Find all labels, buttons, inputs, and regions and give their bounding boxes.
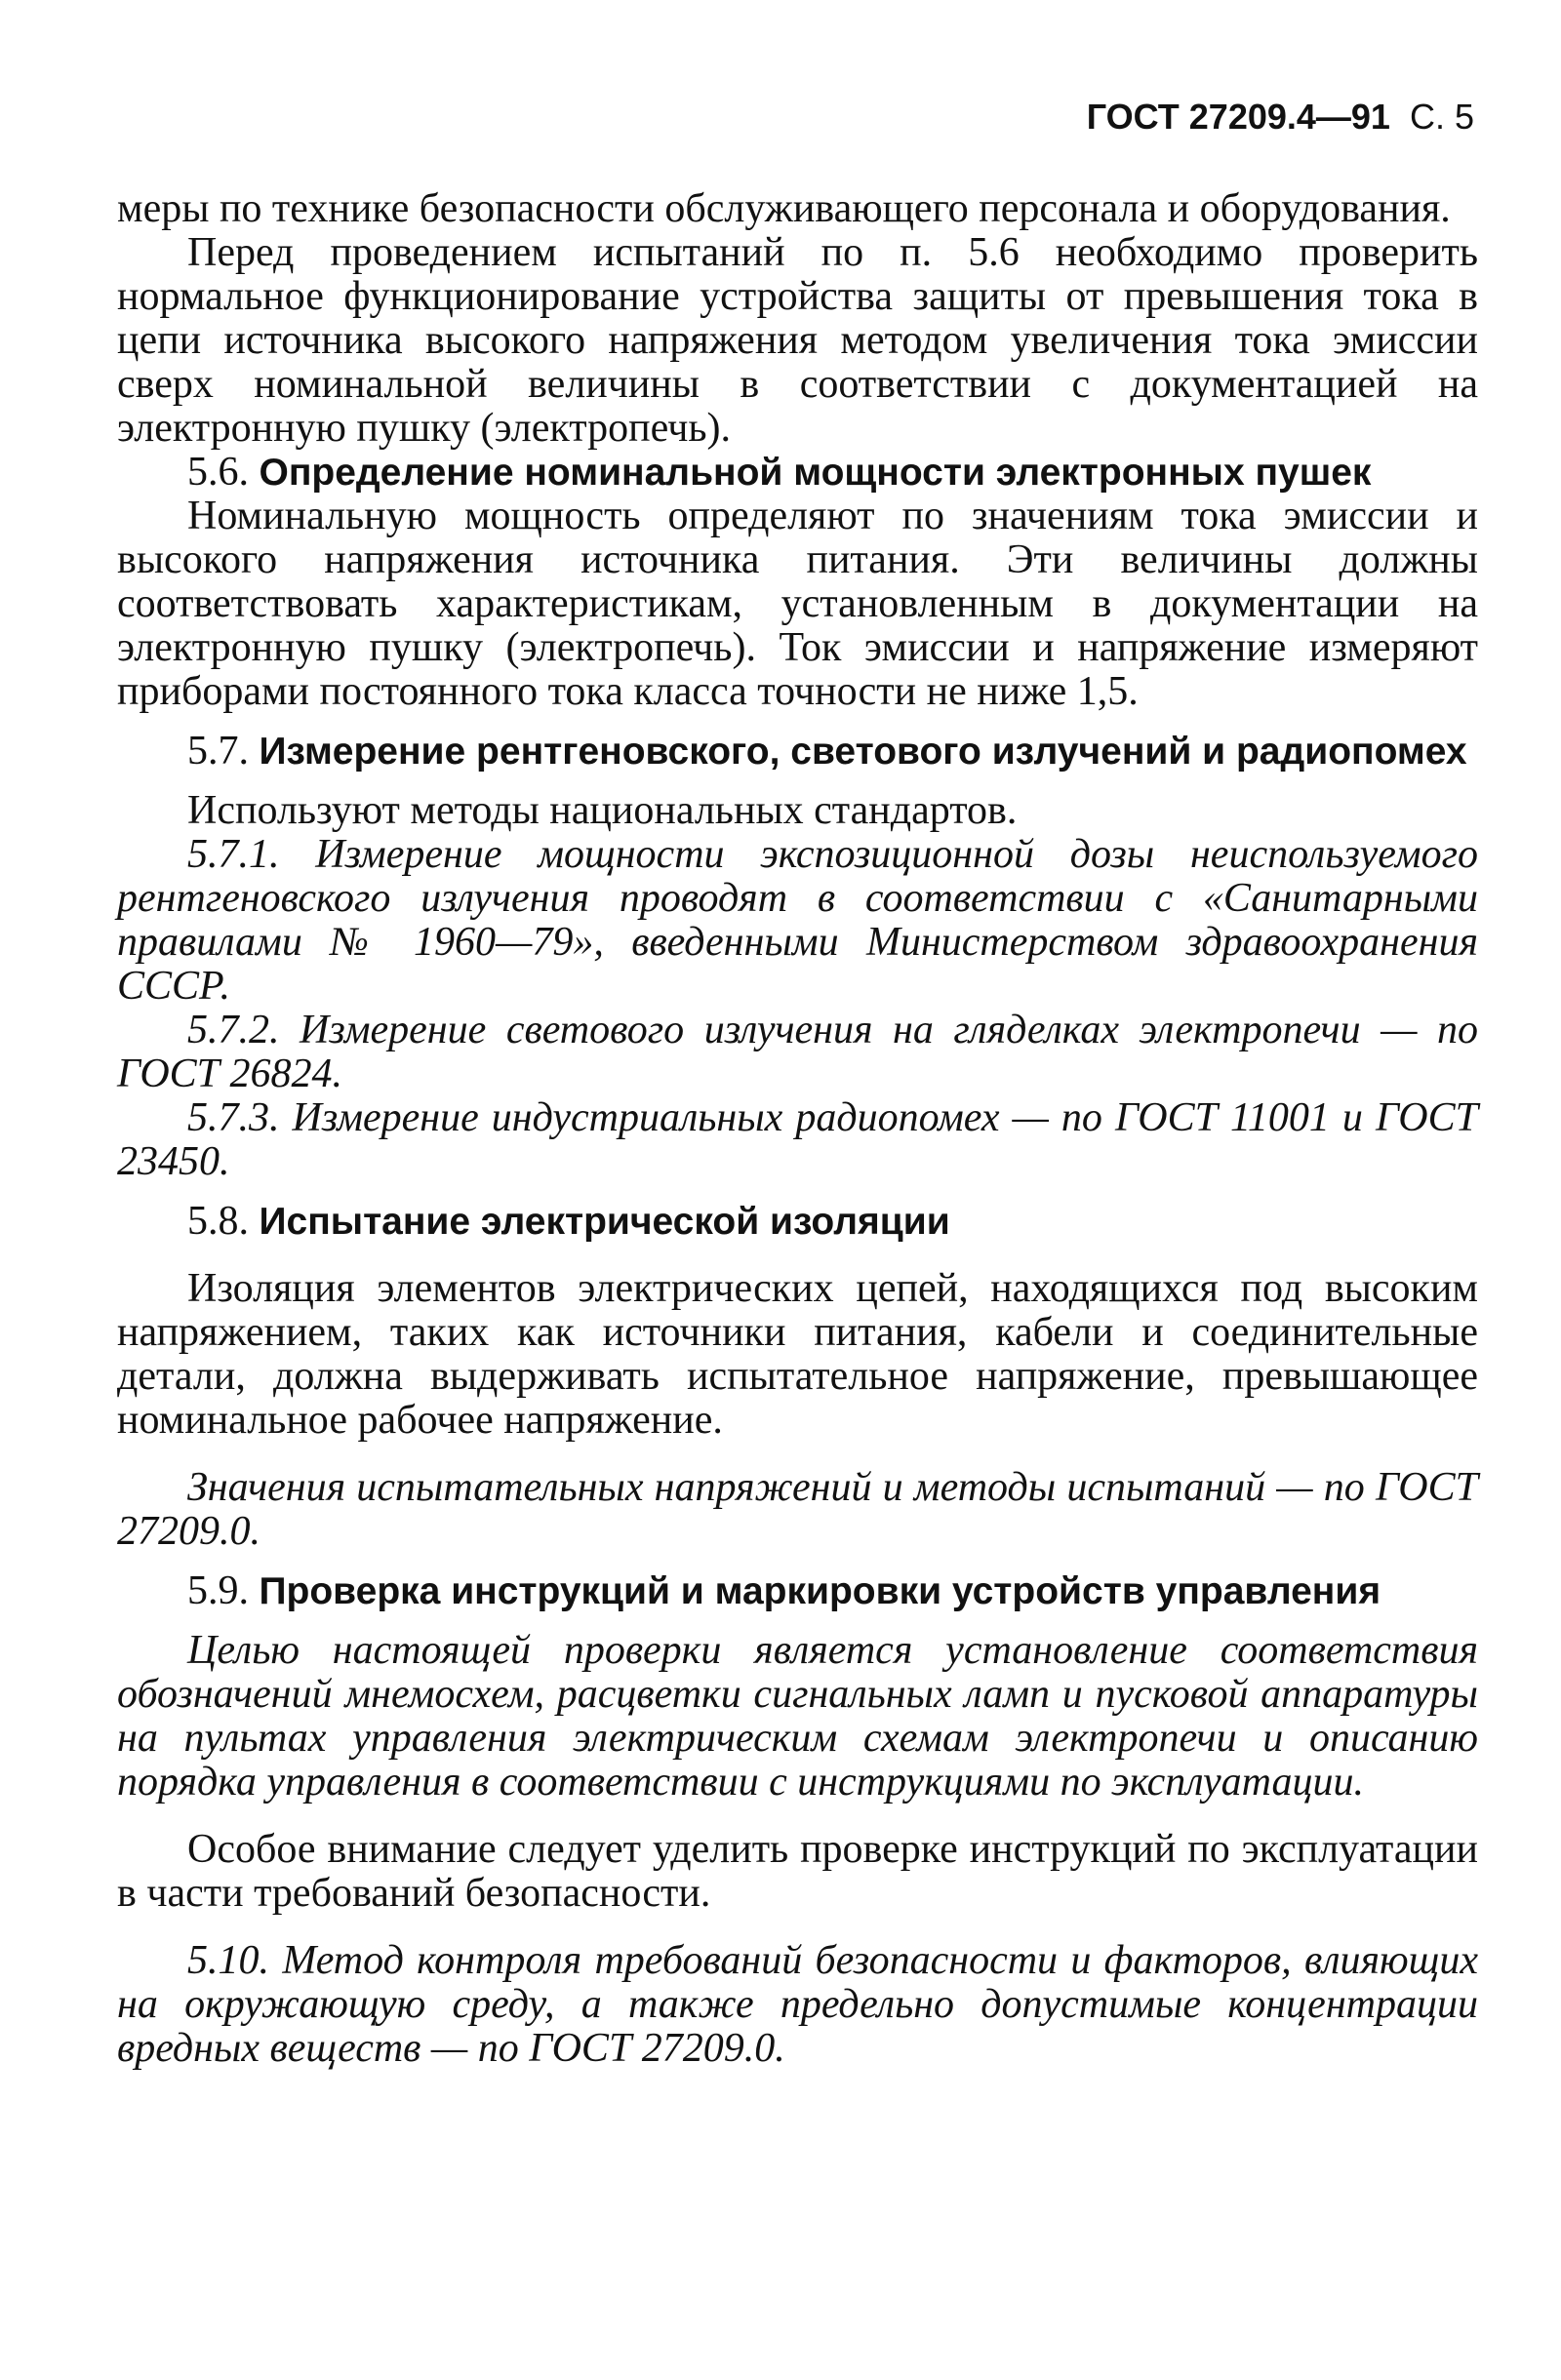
document-page <box>117 98 1478 2341</box>
standard-number: ГОСТ 27209.4—91 <box>1086 97 1390 137</box>
section-title: Испытание электрической изоляции <box>259 1201 950 1243</box>
paragraph-5-7-2: 5.7.2. Измерение светового излучения на гляделках электропечи — по ГОСТ 26824. <box>117 1008 1478 1096</box>
section-title: Проверка инструкций и маркировки устройств управления <box>259 1570 1381 1612</box>
section-number: 5.6. <box>187 450 249 495</box>
section-number: 5.7. <box>187 729 249 774</box>
paragraph-nominal-power: Номинальную мощность определяют по значениям тока эмиссии и высокого напряжения источника питания. Эти величины должны соответствовать характеристикам, установленным в документации на электронную пушку (электропечь). Ток эмиссии и напряжение измеряют приборами постоянного тока класса точности не ниже 1,5. <box>117 494 1478 714</box>
paragraph-check-purpose: Целью настоящей проверки является установление соответствия обозначений мнемосхем, расцветки сигнальных ламп и пусковой аппаратуры на пультах управления электрическим схемам электропечи и описанию порядка управления в соответствии с инструкциями по эксплуатации. <box>117 1628 1478 1805</box>
paragraph-5-7-3: 5.7.3. Измерение индустриальных радиопомех — по ГОСТ 11001 и ГОСТ 23450. <box>117 1095 1478 1184</box>
page-number: С. 5 <box>1409 97 1474 137</box>
section-heading-5-7 <box>117 730 1478 774</box>
paragraph-special-attention: Особое внимание следует уделить проверке инструкций по эксплуатации в части требований безопасности. <box>117 1827 1478 1916</box>
paragraph-continuation: меры по технике безопасности обслуживающего персонала и оборудования. <box>117 186 1451 231</box>
paragraph-5-10: 5.10. Метод контроля требований безопасности и факторов, влияющих на окружающую среду, а также предельно допустимые концентрации вредных веществ — по ГОСТ 27209.0. <box>117 1938 1478 2071</box>
page-header <box>117 98 1478 137</box>
section-heading-5-8 <box>117 1200 1478 1244</box>
section-title: Определение номинальной мощности электронных пушек <box>259 452 1372 494</box>
paragraph-protection-check: Перед проведением испытаний по п. 5.6 необходимо проверить нормальное функционирование устройства защиты от превышения тока в цепи источника высокого напряжения методом увеличения тока эмиссии сверх номинальной величины в соответствии с документацией на электронную пушку (электропечь). <box>117 230 1478 451</box>
paragraph-national-standards: Используют методы национальных стандартов. <box>187 788 1018 833</box>
section-number: 5.8. <box>187 1199 249 1244</box>
section-number: 5.9. <box>187 1568 249 1613</box>
section-heading-5-9 <box>117 1569 1478 1613</box>
paragraph-5-7-1: 5.7.1. Измерение мощности экспозиционной дозы неиспользуемого рентгеновского излучения проводят в соответствии с «Санитарными правилами № 1960—79», введенными Министерством здравоохранения СССР. <box>117 832 1478 1009</box>
section-title: Измерение рентгеновского, светового излучений и радиопомех <box>259 731 1467 773</box>
section-heading-5-6 <box>117 451 1478 495</box>
paragraph-test-voltages: Значения испытательных напряжений и методы испытаний — по ГОСТ 27209.0. <box>117 1465 1478 1554</box>
paragraph-insulation: Изоляция элементов электрических цепей, находящихся под высоким напряжением, таких как источники питания, кабели и соединительные детали, должна выдерживать испытательное напряжение, превышающее номинальное рабочее напряжение. <box>117 1266 1478 1443</box>
